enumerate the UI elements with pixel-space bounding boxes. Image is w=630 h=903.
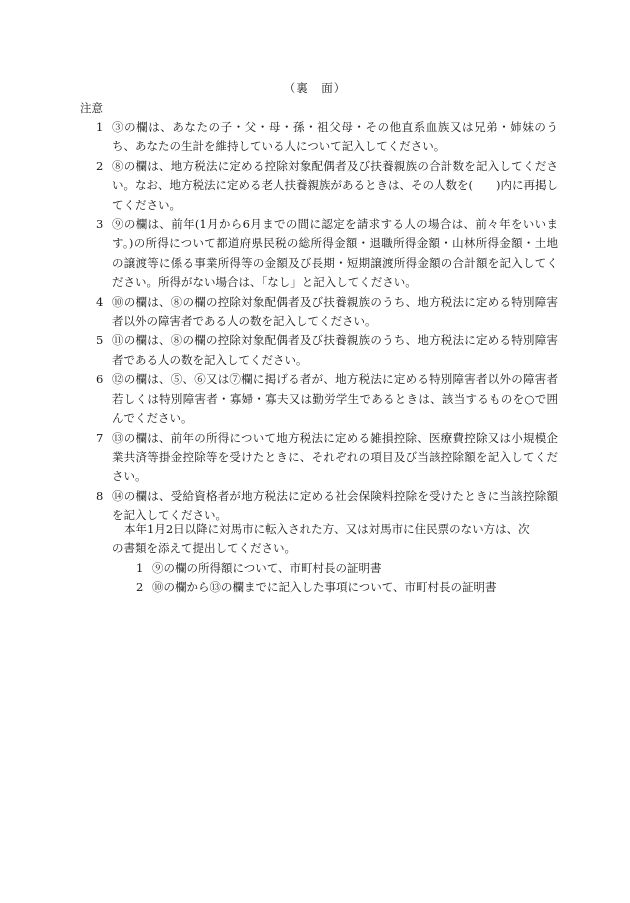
- note-text: ⑩の欄は、⑧の欄の控除対象配偶者及び扶養親族のうち、地方税法に定める特別障害者以外の障害者である人の数を記入してください。: [112, 294, 558, 329]
- note-text: ⑪の欄は、⑧の欄の控除対象配偶者及び扶養親族のうち、地方税法に定める特別障害者である人の数を記入してください。: [112, 333, 558, 367]
- note-number: 5: [96, 333, 104, 348]
- note-text: ③の欄は、あなたの子・父・母・孫・祖父母・その他直系血族又は兄弟・姉妹のうち、あなたの生計を維持している人について記入してください。: [112, 120, 558, 154]
- attachments-intro: 本年1月2日以降に対馬市に転入された方、又は対馬市に住民票のない方は、次の書類を添えて提出してください。: [112, 522, 530, 556]
- note-number: 6: [96, 372, 104, 387]
- attachments-list: [112, 559, 532, 598]
- note-text: ⑫の欄は、⑤、⑥又は⑦欄に掲げる者が、地方税法に定める特別障害者以外の障害者若しくは特別障害者・寡婦・寡夫又は勤労学生であるときは、該当するものを○で囲んでください。: [112, 372, 558, 426]
- note-text: ⑬の欄は、前年の所得について地方税法に定める雑損控除、医療費控除又は小規模企業共済等掛金控除等を受けたときに、それぞれの項目及び当該控除額を記入してください。: [112, 430, 558, 484]
- note-number: 7: [96, 430, 104, 445]
- note-number: 2: [96, 158, 104, 173]
- note-item: [96, 370, 558, 428]
- note-number: 8: [96, 488, 104, 503]
- attachment-item: [136, 578, 532, 597]
- attachments-section: [112, 520, 532, 598]
- attachment-number: 2: [136, 580, 144, 595]
- note-text: ⑨の欄は、前年(1月から6月までの間に認定を請求する人の場合は、前々年をいいます。)の所得について都道府県民税の総所得金額・退職所得金額・山林所得金額・土地の譲渡等に係る事業所得等の金額及び長期・短期譲渡所得金額の合計額を記入してください。所得がない場合は、「なし」と記入してください。: [112, 217, 558, 290]
- note-item: [96, 331, 558, 370]
- note-number: 3: [96, 217, 104, 232]
- note-item: [96, 157, 558, 215]
- page-side-title: （裏 面）: [283, 81, 347, 95]
- note-text: ⑧の欄は、地方税法に定める控除対象配偶者及び扶養親族の合計数を記入してください。なお、地方税法に定める老人扶養親族があるときは、その人数を( )内に再掲してください。: [112, 158, 558, 212]
- attachment-item: [136, 559, 532, 578]
- note-number: 1: [96, 120, 104, 134]
- attachment-text: ⑩の欄から⑬の欄までに記入した事項について、市町村長の証明書: [152, 580, 497, 595]
- note-item: [96, 293, 558, 332]
- note-item: [96, 215, 558, 293]
- attachment-text: ⑨の欄の所得額について、市町村長の証明書: [152, 560, 382, 575]
- note-text: ⑭の欄は、受給資格者が地方税法に定める社会保険料控除を受けたときに当該控除額を記入してください。: [112, 488, 558, 523]
- notes-list: [96, 118, 558, 526]
- attachment-number: 1: [136, 560, 144, 575]
- notes-label: 注意: [80, 101, 103, 115]
- note-number: 4: [96, 294, 104, 309]
- note-item: [96, 118, 558, 157]
- note-item: [96, 429, 558, 487]
